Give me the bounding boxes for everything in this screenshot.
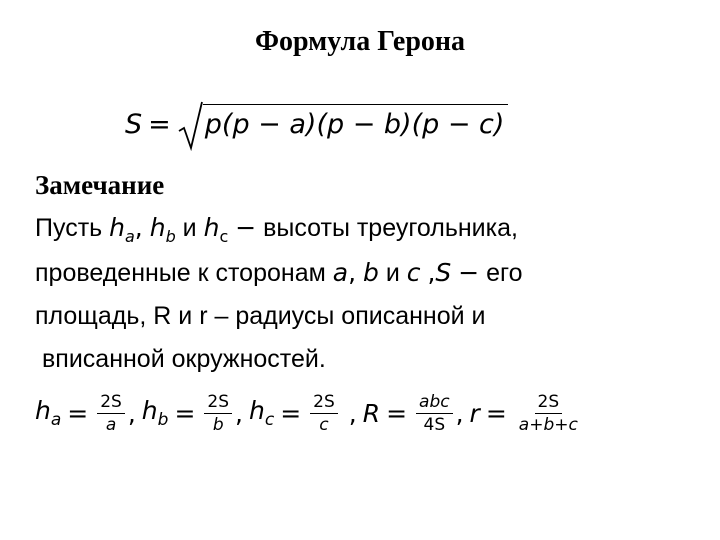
text-and: и: [385, 259, 400, 287]
fraction-hb: $\frac{2S}{b}$: [204, 391, 232, 436]
note-line-4: вписанной окружностей.: [42, 345, 326, 373]
slide-title: Формула Герона: [254, 26, 466, 57]
formula-r: r: [469, 398, 480, 428]
equals: =: [485, 398, 507, 428]
formula-hb: $h_b$: [141, 396, 169, 430]
text-drawn-to-sides: проведенные к сторонам: [35, 259, 326, 287]
formula-radicand: p(p − a)(p − b)(p − c): [204, 109, 505, 140]
fraction-hc: $\frac{2S}{c}$: [310, 391, 338, 436]
formula-hc: $h_c$: [248, 396, 275, 430]
equals: =: [174, 398, 196, 428]
fraction-r: $\frac{2S}{a+b+c}$: [518, 391, 578, 435]
comma: ,: [455, 398, 464, 428]
math-b: b: [362, 258, 379, 287]
math-hb: $h_b$: [149, 213, 176, 246]
fraction-R: $\frac{\text{abc}}{4S}$: [416, 391, 453, 436]
math-ha: $h_a$: [109, 213, 135, 246]
formula-R: R: [362, 398, 381, 428]
comma: ,: [134, 213, 143, 242]
formulas-row: [35, 378, 584, 448]
heron-formula: [125, 88, 508, 140]
comma: ,: [427, 258, 436, 287]
square-root: [203, 104, 509, 140]
dash: −: [458, 258, 480, 287]
comma: ,: [348, 258, 357, 287]
formula-lhs: S: [125, 109, 143, 140]
formula-equals: =: [148, 109, 171, 140]
note-line-3: площадь, R и r – радиусы описанной и: [35, 302, 486, 330]
math-S: S: [435, 258, 452, 287]
text-let: Пусть: [35, 214, 103, 242]
equals: =: [280, 398, 302, 428]
note-heading: Замечание: [35, 170, 165, 200]
radical-sign-icon: [177, 101, 203, 151]
text-its: его: [486, 259, 523, 287]
math-a: a: [332, 258, 349, 287]
text-heights: высоты треугольника,: [263, 214, 518, 242]
math-c: c: [406, 258, 421, 287]
comma: ,: [235, 398, 243, 428]
comma: ,: [348, 398, 357, 428]
equals: =: [67, 398, 89, 428]
dash: −: [235, 213, 257, 242]
note-line-1: [35, 213, 518, 246]
comma: ,: [127, 398, 136, 428]
text-and: и: [182, 214, 197, 242]
math-hc: $h_c$: [203, 213, 229, 246]
fraction-ha: $\frac{2S}{a}$: [97, 391, 125, 436]
formula-ha: $h_a$: [35, 396, 62, 430]
note-line-2: [35, 258, 523, 288]
equals: =: [386, 398, 408, 428]
